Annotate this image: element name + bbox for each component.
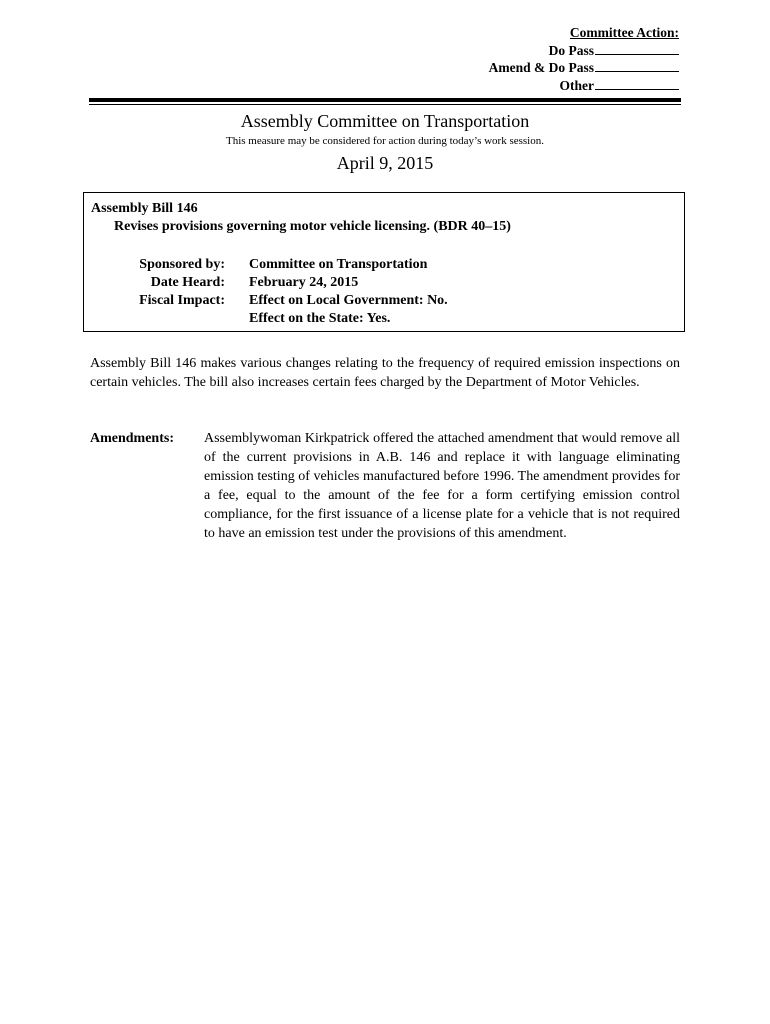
committee-action-title: Committee Action: — [569, 25, 679, 40]
bill-number: Assembly Bill 146 — [91, 201, 198, 216]
detail-value: Effect on Local Government: No. — [249, 293, 448, 308]
committee-name: Assembly Committee on Transportation — [240, 111, 530, 131]
action-option-label: Amend & Do Pass — [488, 60, 594, 75]
detail-row-fiscal-state — [84, 311, 684, 329]
bill-summary: Revises provisions governing motor vehicle licensing. (BDR 40–15) — [114, 219, 511, 234]
bill-description: Assembly Bill 146 makes various changes relating to the frequency of required emission inspections on certain vehicles. The bill also increases certain fees charged by the Department of Motor Vehicles. — [90, 356, 680, 390]
header-rule-thick — [89, 98, 681, 102]
action-option-label: Other — [559, 77, 594, 93]
detail-row-sponsor — [84, 257, 684, 275]
work-session-notice: This measure may be considered for action during today’s work session. — [225, 135, 544, 147]
header-rule-thin — [89, 104, 681, 105]
committee-action-block — [489, 24, 679, 94]
action-do-pass — [489, 42, 679, 60]
bill-summary-box — [83, 192, 685, 332]
detail-label: Date Heard: — [150, 275, 225, 290]
bill-details — [84, 257, 684, 329]
hearing-date: April 9, 2015 — [336, 153, 434, 173]
action-blank-line — [595, 77, 679, 90]
action-other — [489, 77, 679, 95]
action-blank-line — [595, 42, 679, 55]
action-option-label: Do Pass — [548, 42, 594, 58]
detail-row-fiscal-local — [84, 293, 684, 311]
detail-value: Effect on the State: Yes. — [249, 311, 391, 326]
detail-row-date-heard — [84, 275, 684, 293]
detail-label: Sponsored by: — [139, 257, 225, 272]
action-amend-do-pass — [489, 59, 679, 77]
amendments-text: Assemblywoman Kirkpatrick offered the attached amendment that would remove all of the current provisions in A.B. 146 and replace it with language eliminating emission testing of vehicles manufactured before 1996. The amendment provides for a fee, equal to the amount of the fee for a form certifying emission control compliance, for the first issuance of a license plate for a vehicle that is not required to have an emission test under the provisions of this amendment. — [204, 431, 680, 541]
detail-label: Fiscal Impact: — [139, 293, 225, 308]
detail-value: Committee on Transportation — [249, 257, 428, 272]
amendments-label: Amendments: — [90, 431, 174, 446]
detail-value: February 24, 2015 — [249, 275, 359, 290]
action-blank-line — [595, 59, 679, 72]
